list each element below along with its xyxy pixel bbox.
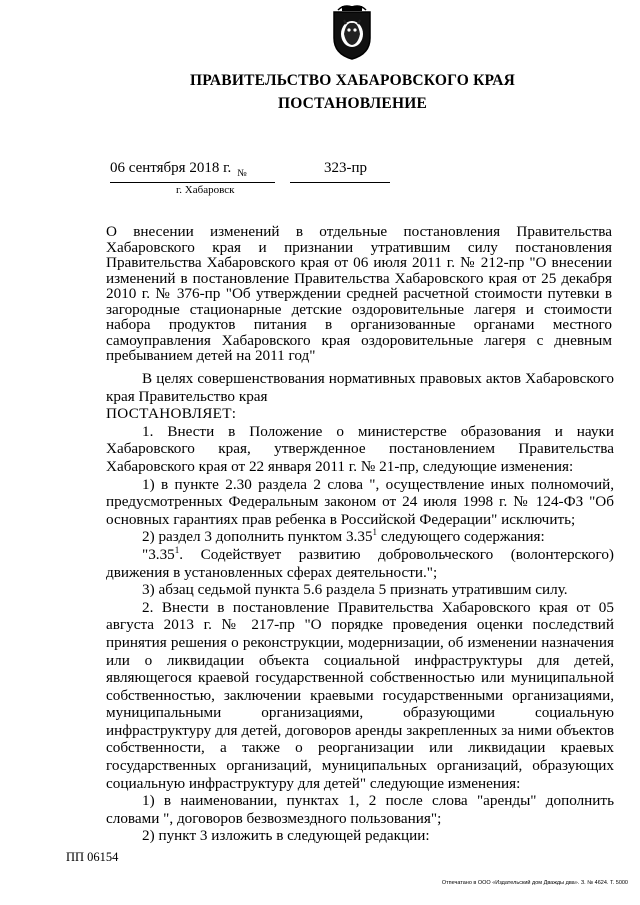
paragraph-2: 2. Внести в постановление Правительства Хабаровского края от 05 августа 2013 г. № 217-пр "О порядке проведения оценки последствий принятия решения о реконструкции, модернизации, об изменении назначения или о ликвидации объекта социальной инфраструктуры для детей, являющегося краевой государственной собственностью или муниципальной собственностью, заключении краевыми государственными организациями, муниципальными организациями, образующими социальную инфраструктуру для детей, договоров аренды закрепленных за ними объектов собственности, а также о реорганизации или ликвидации краевых государственных организаций, муниципальных организаций, образующих социальную инфраструктуру для детей" следующие изменения:: [106, 598, 614, 792]
document-code: ПП 06154: [66, 850, 119, 864]
document-type: ПОСТАНОВЛЕНИЕ: [277, 95, 428, 112]
document-subject: О внесении изменений в отдельные постановления Правительства Хабаровского края и признании утратившим силу постановления Правительства Хабаровского края от 06 июля 2011 г. № 212-пр "О внесении изменений в постановление Правительства Хабаровского края от 25 декабря 2010 г. № 376-пр "Об утверждении средней расчетной стоимости путевки в загородные стационарные детские оздоровительные лагеря и стоимости набора продуктов питания в организованные органами местного самоуправления Хабаровского края оздоровительные лагеря с дневным пребыванием детей на 2011 год": [106, 223, 612, 364]
paragraph-1-item-1: 1) в пункте 2.30 раздела 2 слова ", осуществление иных полномочий, предусмотренных Федеральным законом от 24 июля 1998 г. № 124-ФЗ "Об основных гарантиях прав ребенка в Российской Федерации" исключить;: [106, 475, 614, 528]
city: г. Хабаровск: [176, 184, 235, 196]
date-line: [110, 160, 368, 179]
paragraph-2-item-2: 2) пункт 3 изложить в следующей редакции:: [142, 827, 430, 845]
document-number: 323-пр: [324, 160, 368, 176]
paragraph-1: 1. Внести в Положение о министерстве образования и науки Хабаровского края, утвержденное постановлением Правительства Хабаровского края от 22 января 2011 г. № 21-пр, следующие изменения:: [106, 422, 614, 475]
paragraph-1-item-2: 2) раздел 3 дополнить пунктом 3.35$^1$ следующего содержания:: [142, 527, 545, 546]
number-sign: №: [237, 168, 247, 179]
number-underline: [290, 182, 390, 183]
printer-imprint: Отпечатано в ООО «Издательский дом Дважды два». З. № 4624. Т. 5000: [441, 880, 628, 886]
intro-paragraph: В целях совершенствования нормативных правовых актов Хабаровского края Правительство края: [106, 370, 614, 405]
document-date: 06 сентября 2018 г.: [110, 160, 232, 176]
government-title: ПРАВИТЕЛЬСТВО ХАБАРОВСКОГО КРАЯ: [189, 72, 516, 89]
document-body: [106, 370, 614, 845]
paragraph-1-item-2-quote: "3.35$^1$. Содействует развитию добровольческого (волонтерского) движения в установленных сферах деятельности.";: [106, 544, 614, 581]
date-underline: [110, 182, 275, 183]
paragraph-1-item-3: 3) абзац седьмой пункта 5.6 раздела 5 признать утратившим силу.: [142, 581, 568, 599]
paragraph-2-item-1: 1) в наименовании, пунктах 1, 2 после слова "аренды" дополнить словами ", договоров безвозмездного пользования";: [106, 792, 614, 827]
khabarovsk-coat-of-arms-icon: [330, 4, 374, 60]
resolves-heading: ПОСТАНОВЛЯЕТ:: [106, 405, 237, 423]
